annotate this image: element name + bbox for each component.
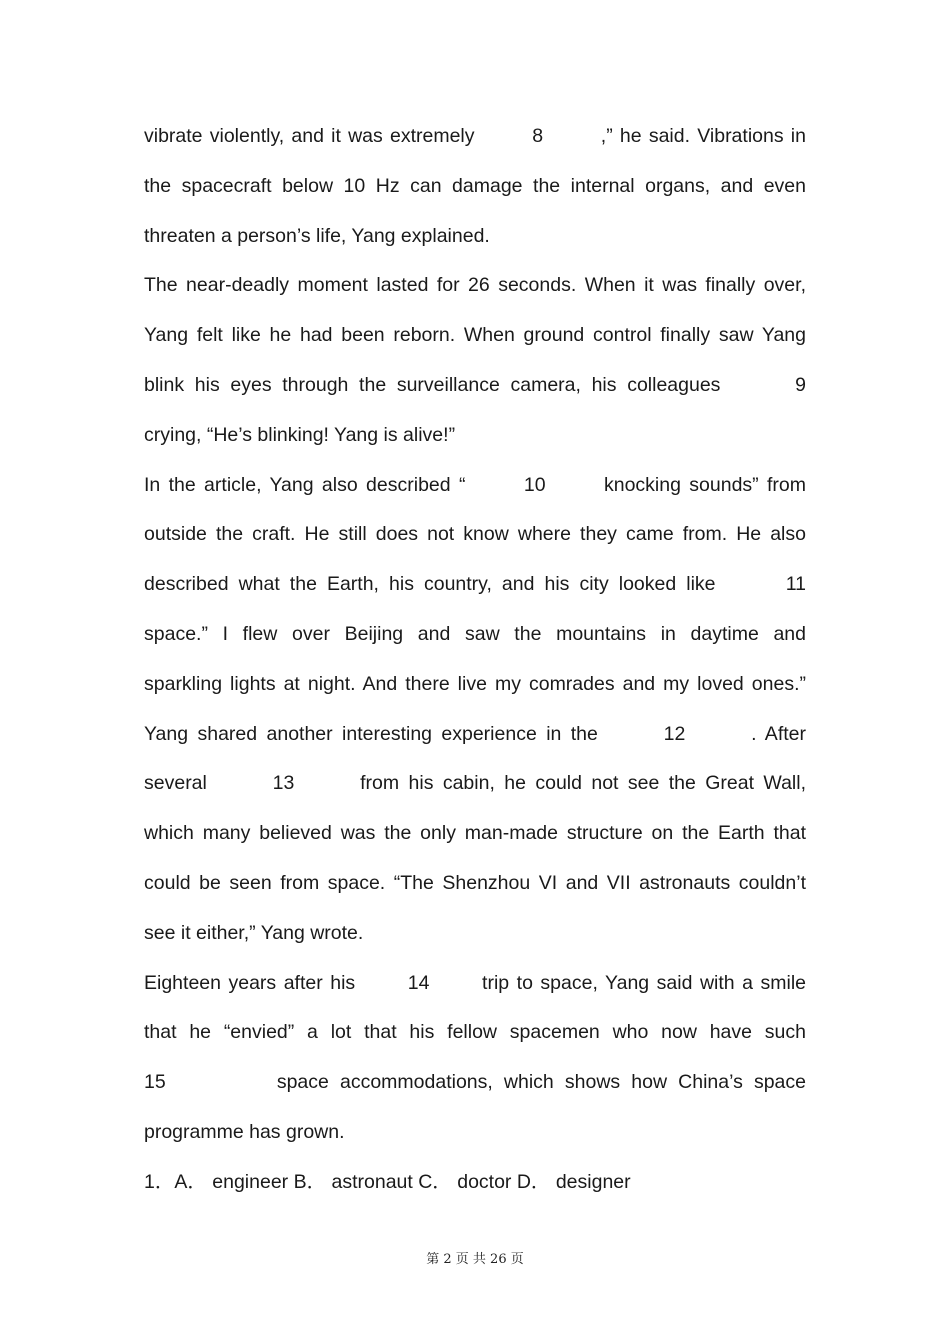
- text-line: which many believed was the only man-made structure on the Earth that: [144, 822, 806, 845]
- page-footer: 第 2 页 共 26 页: [426, 1252, 524, 1267]
- text-line: space.” I flew over Beijing and saw the mountains in daytime and: [144, 622, 806, 645]
- text-line: threaten a person’s life, Yang explained.: [144, 224, 490, 247]
- text-line: the spacecraft below 10 Hz can damage the internal organs, and even: [144, 174, 806, 197]
- text-line: In the article, Yang also described “ 10 knocking sounds” from: [144, 473, 806, 496]
- text-line: outside the craft. He still does not know where they came from. He also: [144, 523, 806, 546]
- passage-text: [144, 112, 806, 1208]
- text-line: The near-deadly moment lasted for 26 seconds. When it was finally over,: [144, 274, 806, 297]
- text-line: 1．A． engineer B． astronaut C． doctor D． designer: [144, 1170, 631, 1193]
- text-line: see it either,” Yang wrote.: [144, 921, 364, 944]
- text-line: blink his eyes through the surveillance camera, his colleagues 9: [144, 373, 806, 396]
- text-line: 15 space accommodations, which shows how China’s space: [144, 1071, 806, 1094]
- text-line: several 13 from his cabin, he could not see the Great Wall,: [144, 772, 806, 795]
- text-line: programme has grown.: [144, 1120, 345, 1143]
- text-line: could be seen from space. “The Shenzhou VI and VII astronauts couldn’t: [144, 871, 806, 894]
- text-line: Yang felt like he had been reborn. When ground control finally saw Yang: [144, 324, 806, 347]
- text-line: that he “envied” a lot that his fellow spacemen who now have such: [144, 1021, 806, 1044]
- text-line: Yang shared another interesting experience in the 12 . After: [144, 722, 806, 745]
- text-line: vibrate violently, and it was extremely 8 ,” he said. Vibrations in: [144, 125, 806, 147]
- text-line: Eighteen years after his 14 trip to space, Yang said with a smile: [144, 971, 806, 994]
- text-line: sparkling lights at night. And there live my comrades and my loved ones.”: [144, 672, 806, 695]
- text-line: described what the Earth, his country, and his city looked like 11: [144, 573, 806, 596]
- text-line: crying, “He’s blinking! Yang is alive!”: [144, 423, 456, 446]
